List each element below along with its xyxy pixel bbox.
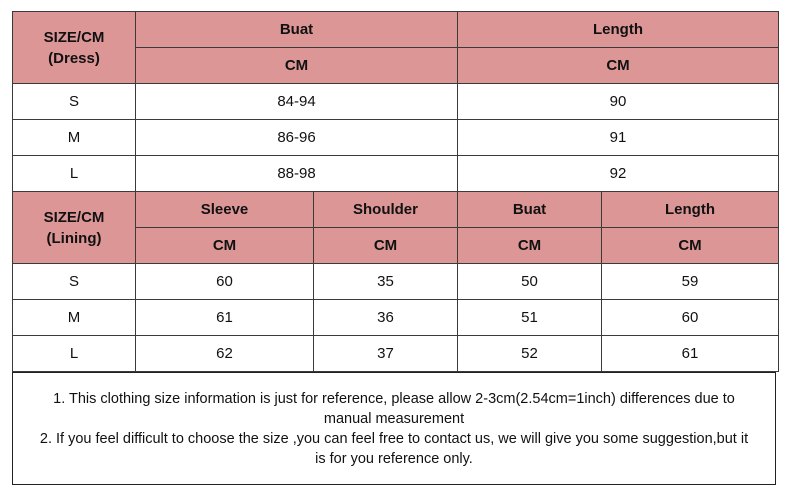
lining-row-l [13, 336, 779, 372]
lining-buat-cell: 51 [458, 300, 602, 336]
dress-corner-label [13, 12, 136, 84]
lining-unit-length: CM [602, 228, 779, 264]
lining-length-cell: 61 [602, 336, 779, 372]
lining-unit-shoulder: CM [314, 228, 458, 264]
note-1-line-2: manual measurement [323, 410, 465, 427]
dress-header-buat: Buat [136, 12, 458, 48]
lining-header-row [13, 192, 779, 228]
lining-size-cell: S [13, 264, 136, 300]
lining-row-m [13, 300, 779, 336]
note-1-line-1: 1. This clothing size information is just for reference, please allow 2-3cm(2.54cm=1inch) differences due to [53, 390, 735, 407]
dress-row-m [13, 120, 779, 156]
lining-length-cell: 59 [602, 264, 779, 300]
lining-buat-cell: 50 [458, 264, 602, 300]
note-2-line-2: is for you reference only. [315, 450, 473, 467]
dress-buat-cell: 86-96 [136, 120, 458, 156]
lining-buat-cell: 52 [458, 336, 602, 372]
dress-size-cell: M [13, 120, 136, 156]
dress-corner-line2: (Dress) [48, 49, 100, 67]
dress-row-s [13, 84, 779, 120]
note-2-line-1: 2. If you feel difficult to choose the size ,you can feel free to contact us, we will give you some suggestion,but it [39, 430, 749, 447]
lining-unit-sleeve: CM [136, 228, 314, 264]
lining-corner-line2: (Lining) [46, 229, 102, 247]
dress-corner-line1: SIZE/CM [43, 28, 105, 46]
lining-sleeve-cell: 61 [136, 300, 314, 336]
lining-header-buat: Buat [458, 192, 602, 228]
lining-corner-line1: SIZE/CM [43, 208, 105, 226]
dress-header-row [13, 12, 779, 48]
lining-corner-label [13, 192, 136, 264]
size-notes-box [12, 372, 776, 485]
size-chart-table [12, 11, 779, 372]
lining-header-shoulder: Shoulder [314, 192, 458, 228]
dress-size-cell: S [13, 84, 136, 120]
dress-buat-cell: 88-98 [136, 156, 458, 192]
lining-unit-buat: CM [458, 228, 602, 264]
lining-header-sleeve: Sleeve [136, 192, 314, 228]
lining-row-s [13, 264, 779, 300]
dress-unit-buat: CM [136, 48, 458, 84]
lining-shoulder-cell: 35 [314, 264, 458, 300]
lining-size-cell: L [13, 336, 136, 372]
lining-shoulder-cell: 37 [314, 336, 458, 372]
lining-sleeve-cell: 60 [136, 264, 314, 300]
dress-length-cell: 91 [458, 120, 779, 156]
lining-shoulder-cell: 36 [314, 300, 458, 336]
dress-length-cell: 92 [458, 156, 779, 192]
lining-sleeve-cell: 62 [136, 336, 314, 372]
dress-buat-cell: 84-94 [136, 84, 458, 120]
dress-unit-length: CM [458, 48, 779, 84]
dress-length-cell: 90 [458, 84, 779, 120]
lining-header-length: Length [602, 192, 779, 228]
dress-size-cell: L [13, 156, 136, 192]
dress-row-l [13, 156, 779, 192]
lining-size-cell: M [13, 300, 136, 336]
dress-header-length: Length [458, 12, 779, 48]
lining-length-cell: 60 [602, 300, 779, 336]
